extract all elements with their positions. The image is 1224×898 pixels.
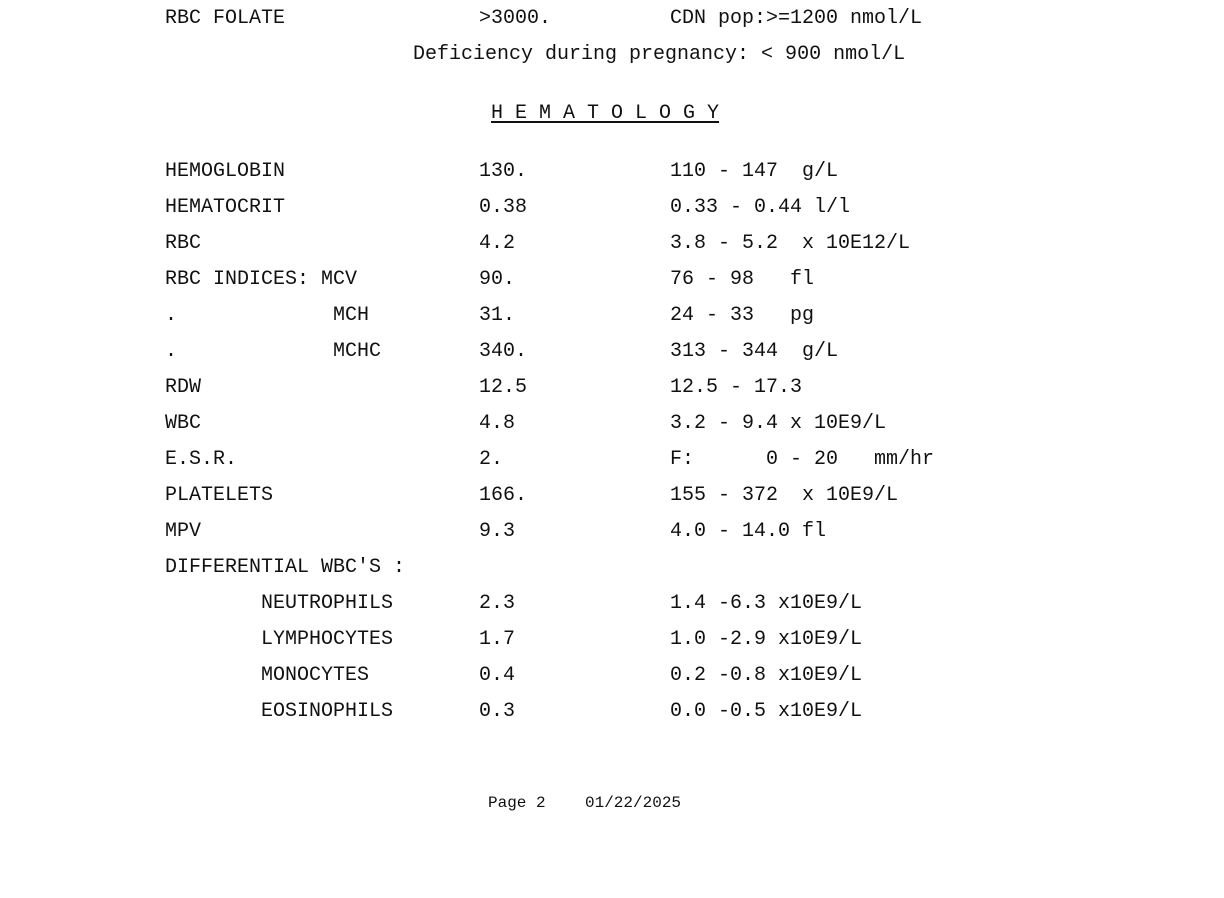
test-value: 2. [479,448,504,471]
test-name: RBC INDICES: MCV [165,268,358,291]
test-reference: 3.8 - 5.2 x 10E12/L [670,232,911,255]
folate-value: >3000. [479,7,552,30]
test-reference: 155 - 372 x 10E9/L [670,484,899,507]
test-name: . MCH [165,304,370,327]
test-name: NEUTROPHILS [261,592,394,615]
test-name: E.S.R. [165,448,238,471]
test-name: LYMPHOCYTES [261,628,394,651]
test-value: 2.3 [479,592,516,615]
test-value: 0.4 [479,664,516,687]
page-number: Page 2 [488,794,546,812]
test-value: 31. [479,304,516,327]
test-value: 12.5 [479,376,528,399]
test-reference: 313 - 344 g/L [670,340,839,363]
test-reference: 3.2 - 9.4 x 10E9/L [670,412,887,435]
test-value: 130. [479,160,528,183]
test-name: . MCHC [165,340,382,363]
test-value: 4.8 [479,412,516,435]
test-value: 0.38 [479,196,528,219]
section-title: H E M A T O L O G Y [491,102,720,125]
test-name: PLATELETS [165,484,274,507]
test-reference: 1.0 -2.9 x10E9/L [670,628,863,651]
test-name: RDW [165,376,202,399]
test-reference: 76 - 98 fl [670,268,815,291]
test-name: RBC [165,232,202,255]
test-value: 9.3 [479,520,516,543]
test-reference: 12.5 - 17.3 [670,376,803,399]
test-name: WBC [165,412,202,435]
test-reference: 0.33 - 0.44 l/l [670,196,851,219]
test-reference: 0.2 -0.8 x10E9/L [670,664,863,687]
test-reference: F: 0 - 20 mm/hr [670,448,935,471]
folate-name: RBC FOLATE [165,7,286,30]
test-value: 340. [479,340,528,363]
report-date: 01/22/2025 [585,794,682,812]
test-name: MPV [165,520,202,543]
test-name: HEMOGLOBIN [165,160,286,183]
test-name: MONOCYTES [261,664,370,687]
test-value: 0.3 [479,700,516,723]
test-value: 166. [479,484,528,507]
test-reference: 0.0 -0.5 x10E9/L [670,700,863,723]
test-value: 1.7 [479,628,516,651]
folate-reference: CDN pop:>=1200 nmol/L [670,7,923,30]
test-name: EOSINOPHILS [261,700,394,723]
test-value: 90. [479,268,516,291]
test-reference: 110 - 147 g/L [670,160,839,183]
folate-pregnancy-note: Deficiency during pregnancy: < 900 nmol/L [413,43,906,66]
test-value: 4.2 [479,232,516,255]
test-name: HEMATOCRIT [165,196,286,219]
test-reference: 1.4 -6.3 x10E9/L [670,592,863,615]
test-reference: 24 - 33 pg [670,304,815,327]
test-reference: 4.0 - 14.0 fl [670,520,827,543]
differential-title: DIFFERENTIAL WBC'S : [165,556,406,579]
